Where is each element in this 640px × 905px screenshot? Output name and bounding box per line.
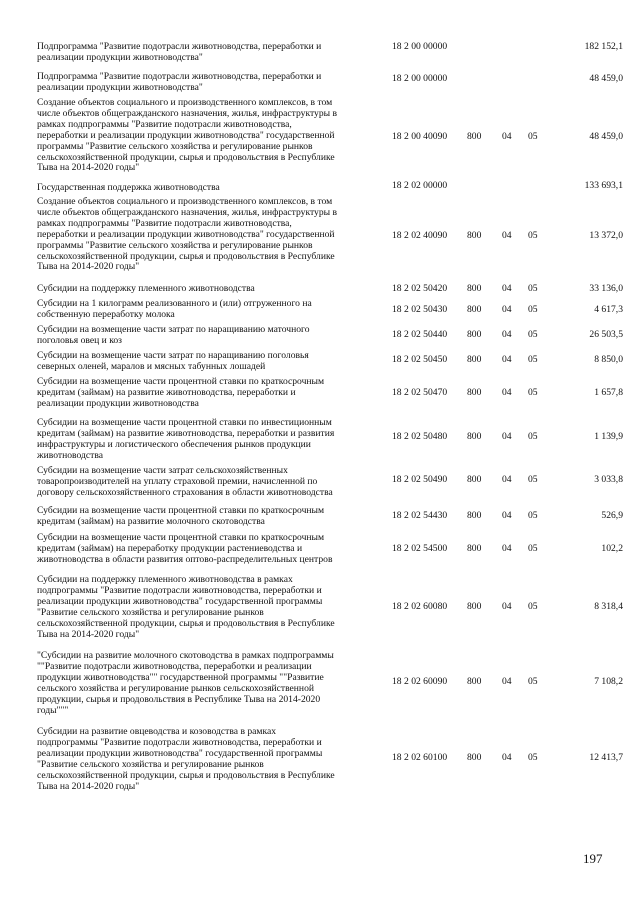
row-pr: 05 (528, 474, 538, 485)
row-pr: 05 (528, 431, 538, 442)
row-rz: 04 (502, 387, 512, 398)
row-sum: 102,2 (601, 543, 623, 554)
row-rz: 04 (502, 329, 512, 340)
row-rz: 04 (502, 283, 512, 294)
row-code: 18 2 02 50470 (392, 387, 448, 398)
row-sum: 1 139,9 (594, 431, 623, 442)
row-pr: 05 (528, 230, 538, 241)
row-sum: 526,9 (601, 510, 623, 521)
row-name: Субсидии на возмещение части процентной ставки по краткосрочным кредитам (займам) на переработку продукции растениеводства и животноводства в области развития оптово-распределительных центров (37, 532, 333, 565)
row-name: Создание объектов социального и производственного комплексов, в том числе объектов общегражданского назначения, жилья, инфраструктуры в рамках подпрограммы "Развитие подотрасли животноводства, переработки и реализации продукции животноводства" государственной программы "Развитие сельского хозяйства и регулирование рынков сельскохозяйственной продукции, сырья и продовольствия в Республике Тыва на 2014-2020 годы" (37, 196, 338, 273)
row-rz: 04 (502, 543, 512, 554)
row-sum: 12 413,7 (589, 752, 623, 763)
row-name: "Субсидии на развитие молочного скотоводства в рамках подпрограммы ""Развитие подотрасли животноводства, переработки и реализации продукции животноводства"" государственной программы ""Развитие сельского хозяйства и регулирование рынков сельскохозяйственной продукции, сырья и продовольствия в Республике Тыва на 2014-2020 годы""" (37, 650, 334, 716)
row-sum: 8 318,4 (594, 601, 623, 612)
row-rz: 04 (502, 474, 512, 485)
row-code: 18 2 02 60080 (392, 601, 448, 612)
row-code: 18 2 02 50480 (392, 431, 448, 442)
row-pr: 05 (528, 354, 538, 365)
row-vr: 800 (467, 283, 482, 294)
row-vr: 800 (467, 543, 482, 554)
row-vr: 800 (467, 131, 482, 142)
row-name: Субсидии на развитие овцеводства и козоводства в рамках подпрограммы "Развитие подотрасли животноводства, переработки и реализации продукции животноводства" государственной программы "Развитие сельского хозяйства и регулирование рынков сельскохозяйственной продукции, сырья и продовольствия в Республике Тыва на 2014-2020 годы" (37, 726, 335, 792)
row-name: Субсидии на поддержку племенного животноводства в рамках подпрограммы "Развитие подотрасли животноводства, переработки и реализации продукции животноводства" государственной программы "Развитие сельского хозяйства и регулирование рынков сельскохозяйственной продукции, сырья и продовольствия в Республике Тыва на 2014-2020 годы" (37, 574, 335, 640)
row-sum: 48 459,0 (589, 131, 623, 142)
row-pr: 05 (528, 676, 538, 687)
row-vr: 800 (467, 676, 482, 687)
row-rz: 04 (502, 354, 512, 365)
row-sum: 26 503,5 (589, 329, 623, 340)
row-sum: 182 152,1 (584, 41, 623, 52)
row-name: Субсидии на возмещение части процентной ставки по инвестиционным кредитам (займам) на развитие животноводства, переработки и развития инфраструктуры и логистического обеспечения рынков продукции животноводства (37, 417, 335, 461)
row-code: 18 2 02 40090 (392, 230, 448, 241)
row-sum: 33 136,0 (589, 283, 623, 294)
row-vr: 800 (467, 354, 482, 365)
row-vr: 800 (467, 752, 482, 763)
row-pr: 05 (528, 752, 538, 763)
row-sum: 4 617,3 (594, 304, 623, 315)
row-pr: 05 (528, 601, 538, 612)
row-pr: 05 (528, 543, 538, 554)
row-pr: 05 (528, 510, 538, 521)
row-vr: 800 (467, 601, 482, 612)
row-rz: 04 (502, 752, 512, 763)
row-name: Субсидии на возмещение части затрат сельскохозяйственных товаропроизводителей на уплату страховой премии, начисленной по договору сельскохозяйственного страхования в области животноводства (37, 465, 333, 498)
row-code: 18 2 02 54500 (392, 543, 448, 554)
row-sum: 48 459,0 (589, 73, 623, 84)
row-code: 18 2 02 60100 (392, 752, 448, 763)
row-name: Субсидии на возмещение части процентной ставки по краткосрочным кредитам (займам) на развитие молочного скотоводства (37, 505, 325, 527)
row-rz: 04 (502, 230, 512, 241)
row-name: Субсидии на поддержку племенного животноводства (37, 283, 255, 294)
row-sum: 13 372,0 (589, 230, 623, 241)
page-number: 197 (583, 851, 603, 866)
row-vr: 800 (467, 474, 482, 485)
row-code: 18 2 02 50450 (392, 354, 448, 365)
row-vr: 800 (467, 304, 482, 315)
row-sum: 1 657,8 (594, 387, 623, 398)
row-pr: 05 (528, 283, 538, 294)
row-name: Субсидии на возмещение части затрат по наращиванию маточного поголовья овец и коз (37, 324, 310, 346)
row-sum: 7 108,2 (594, 676, 623, 687)
row-pr: 05 (528, 131, 538, 142)
row-sum: 8 850,0 (594, 354, 623, 365)
row-rz: 04 (502, 131, 512, 142)
row-rz: 04 (502, 304, 512, 315)
row-name: Субсидии на возмещение части затрат по наращиванию поголовья северных оленей, маралов и мясных табунных лошадей (37, 350, 309, 372)
row-code: 18 2 02 54430 (392, 510, 448, 521)
row-rz: 04 (502, 676, 512, 687)
row-code: 18 2 02 00000 (392, 180, 448, 191)
row-sum: 3 033,8 (594, 474, 623, 485)
row-vr: 800 (467, 230, 482, 241)
row-name: Подпрограмма "Развитие подотрасли животноводства, переработки и реализации продукции животноводства" (37, 41, 322, 63)
row-vr: 800 (467, 329, 482, 340)
row-name: Государственная поддержка животноводства (37, 182, 220, 193)
row-code: 18 2 02 50490 (392, 474, 448, 485)
row-rz: 04 (502, 510, 512, 521)
row-code: 18 2 02 50440 (392, 329, 448, 340)
row-name: Субсидии на 1 килограмм реализованного и (или) отгруженного на собственную переработку молока (37, 298, 312, 320)
row-pr: 05 (528, 304, 538, 315)
row-code: 18 2 02 60090 (392, 676, 448, 687)
row-rz: 04 (502, 431, 512, 442)
row-code: 18 2 00 00000 (392, 73, 448, 84)
row-sum: 133 693,1 (584, 180, 623, 191)
row-code: 18 2 00 40090 (392, 131, 448, 142)
row-name: Подпрограмма "Развитие подотрасли животноводства, переработки и реализации продукции животноводства" (37, 71, 322, 93)
row-vr: 800 (467, 387, 482, 398)
row-vr: 800 (467, 431, 482, 442)
row-rz: 04 (502, 601, 512, 612)
row-name: Субсидии на возмещение части процентной ставки по краткосрочным кредитам (займам) на развитие животноводства, переработки и реализации продукции животноводства (37, 376, 325, 409)
row-vr: 800 (467, 510, 482, 521)
row-name: Создание объектов социального и производственного комплексов, в том числе объектов общегражданского назначения, жилья, инфраструктуры в рамках подпрограммы "Развитие подотрасли животноводства, переработки и реализации продукции животноводства" государственной программы "Развитие сельского хозяйства и регулирование рынков сельскохозяйственной продукции, сырья и продовольствия в Республике Тыва на 2014-2020 годы" (37, 97, 338, 174)
row-pr: 05 (528, 329, 538, 340)
row-code: 18 2 02 50430 (392, 304, 448, 315)
row-code: 18 2 02 50420 (392, 283, 448, 294)
row-pr: 05 (528, 387, 538, 398)
row-code: 18 2 00 00000 (392, 41, 448, 52)
